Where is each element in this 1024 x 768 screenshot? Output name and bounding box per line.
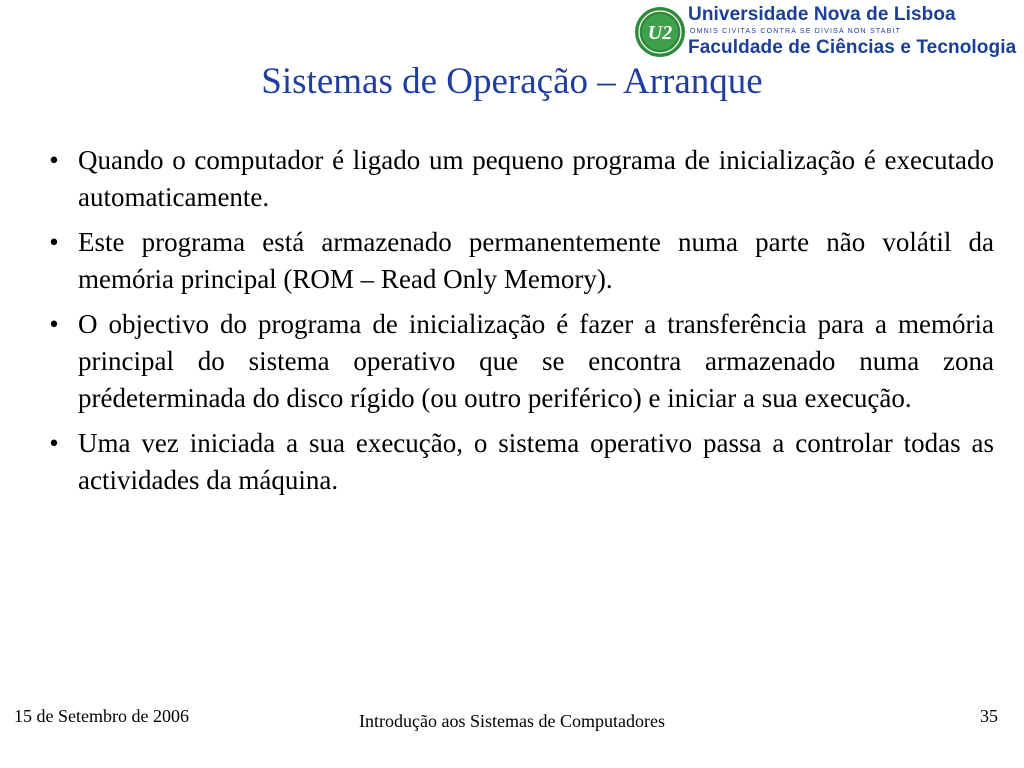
university-name: Universidade Nova de Lisboa xyxy=(688,4,956,25)
bullet-icon: • xyxy=(49,227,59,257)
bullet-text: Quando o computador é ligado um pequeno programa de inicialização é executado automaticamente. xyxy=(78,145,994,212)
page-number: 35 xyxy=(980,706,998,726)
bullet-item xyxy=(44,425,994,499)
bullet-text: O objectivo do programa de inicialização é fazer a transferência para a memória principal do sistema operativo que se encontra armazenado numa zona prédeterminada do disco rígido (ou outro periférico) e iniciar a sua execução. xyxy=(78,309,994,413)
bullet-text: Este programa está armazenado permanentemente numa parte não volátil da memória principal (ROM – Read Only Memory). xyxy=(78,227,994,294)
university-seal-icon xyxy=(634,6,686,58)
bullet-item xyxy=(44,224,994,298)
svg-text:U2: U2 xyxy=(647,22,673,44)
faculty-name: Faculdade de Ciências e Tecnologia xyxy=(688,37,1017,58)
bullet-icon: • xyxy=(49,145,59,175)
bullet-icon: • xyxy=(49,428,59,458)
footer-course-title: Introdução aos Sistemas de Computadores xyxy=(359,711,665,731)
footer-date: 15 de Setembro de 2006 xyxy=(14,706,189,726)
bullet-item xyxy=(44,142,994,216)
slide-title: Sistemas de Operação – Arranque xyxy=(261,61,763,102)
bullet-icon: • xyxy=(49,309,59,339)
university-logo xyxy=(628,2,1020,62)
bullet-list xyxy=(44,142,994,507)
bullet-text: Uma vez iniciada a sua execução, o sistema operativo passa a controlar todas as actividades da máquina. xyxy=(78,428,994,495)
university-motto: OMNIS CIVITAS CONTRA SE DIVISA NON STABIT xyxy=(690,28,902,35)
bullet-item xyxy=(44,306,994,417)
